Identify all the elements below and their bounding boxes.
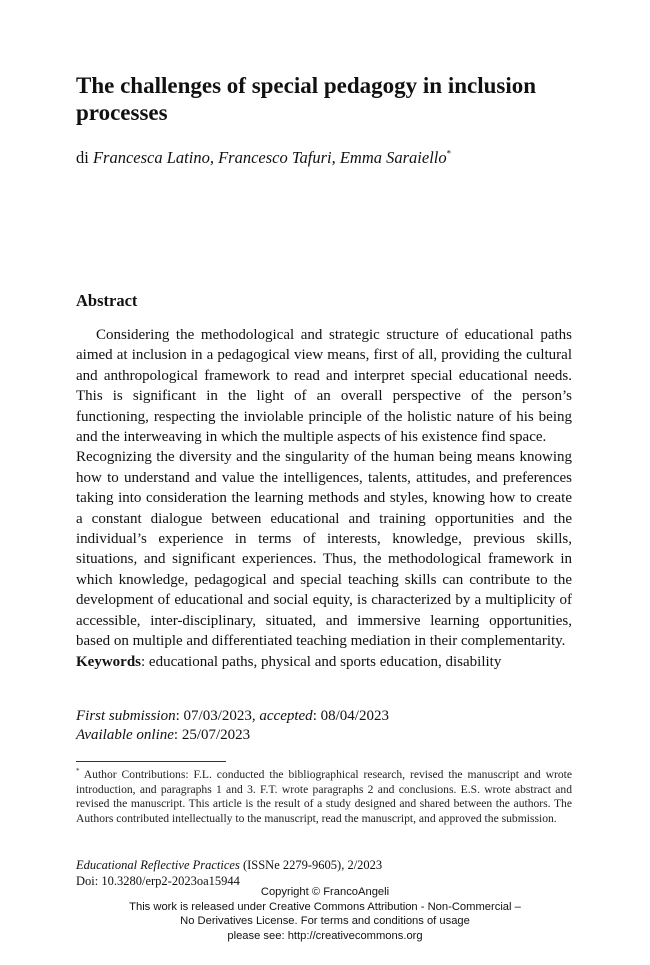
author-prefix: di	[76, 148, 89, 167]
copyright-line-3: No Derivatives License. For terms and conditions of usage	[180, 915, 470, 928]
keywords-line	[76, 652, 572, 672]
abstract-heading: Abstract	[76, 291, 138, 310]
keywords-label: Keywords	[76, 653, 141, 670]
submission-label: First submission	[76, 708, 176, 724]
abstract-paragraph-2: Recognizing the diversity and the singularity of the human being means knowing how to understand and value the intelligences, talents, attitudes, and preferences taking into consideration the learning methods and styles, knowing how to create a constant dialogue between educational and training opportunities and the individual’s experience in terms of interests, knowledge, previous skills, situations, and significant experiences. Thus, the methodological framework in which knowledge, pedagogical and special teaching skills can contribute to the development of educational and social equity, is characterized by a multiplicity of accessible, inter-disciplinary, situated, and immersive learning opportunities, based on multiple and differentiated teaching mediation in their complementarity.	[76, 449, 572, 650]
paper-title: The challenges of special pedagogy in inclusion processes	[76, 73, 537, 125]
journal-issn: (ISSNe 2279-9605), 2/2023	[239, 858, 383, 872]
copyright-notice	[0, 885, 650, 943]
author-footnote-mark: *	[446, 148, 452, 159]
submission-dates	[76, 707, 389, 745]
footnote-divider	[76, 761, 226, 762]
footnote	[76, 768, 572, 826]
abstract-paragraph-1: Considering the methodological and strategic structure of educational paths aimed at inclusion in a pedagogical view means, first of all, providing the cultural and anthropological framework to read and interpret special educational needs. This is significant in the light of an overall perspective of the person’s functioning, respecting the inviolable principle of the holistic nature of his being and the interweaving in which the multiple aspects of his existence find space.	[76, 327, 572, 446]
journal-line	[76, 857, 382, 873]
copyright-line-1: Copyright © FrancoAngeli	[260, 886, 390, 898]
abstract-body	[76, 325, 572, 672]
submission-value: : 07/03/2023,	[175, 708, 260, 724]
journal-name: Educational Reflective Practices	[76, 858, 240, 872]
journal-doi: Doi: 10.3280/erp2-2023oa15944	[76, 874, 240, 888]
online-value: : 25/07/2023	[173, 727, 251, 743]
online-line	[76, 726, 389, 745]
keywords-list: : educational paths, physical and sports education, disability	[141, 653, 502, 670]
submission-line	[76, 707, 389, 726]
copyright-line-2: This work is released under Creative Commons Attribution - Non-Commercial –	[129, 900, 521, 913]
online-label: Available online	[76, 727, 174, 743]
accepted-value: : 08/04/2023	[312, 708, 389, 724]
accepted-label: accepted	[259, 708, 313, 724]
footnote-text: Author Contributions: F.L. conducted the bibliographical research, revised the manuscript and wrote introduction, and paragraphs 1 and 3. F.T. wrote paragraphs 2 and conclusions. E.S. wrote abstract and revised the manuscript. This article is the result of a study designed and shared between the authors. The Authors contributed intellectually to the manuscript, read the manuscript, and approved the submission.	[76, 768, 572, 825]
footnote-mark: *	[76, 767, 80, 776]
author-line	[76, 148, 596, 168]
author-names: Francesca Latino, Francesco Tafuri, Emma Saraiello	[92, 148, 447, 167]
copyright-line-4: please see: http://creativecommons.org	[227, 929, 423, 942]
